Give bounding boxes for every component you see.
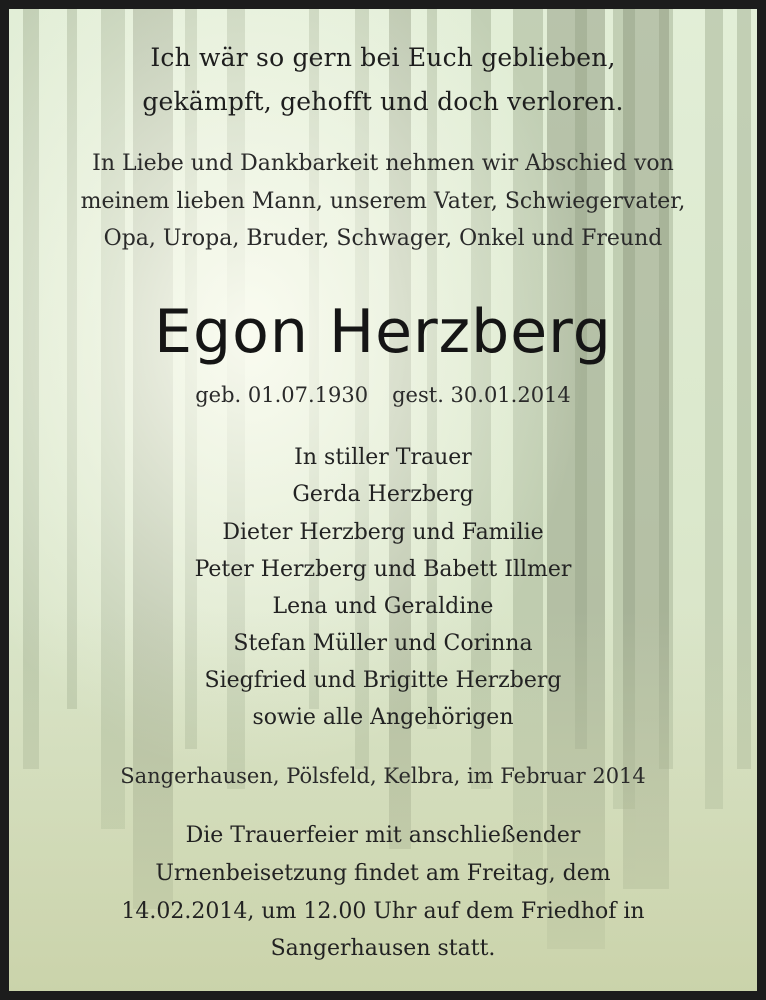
intro-line-1: In Liebe und Dankbarkeit nehmen wir Abschied von [92,151,674,176]
service-line-4: Sangerhausen statt. [270,936,496,961]
service-line-1: Die Trauerfeier mit anschließender [185,823,581,848]
mourner-name: Gerda Herzberg [292,482,474,507]
mourner-name: Stefan Müller und Corinna [233,631,533,656]
mourners-heading: In stiller Trauer [294,445,472,470]
service-line-2: Urnenbeisetzung findet am Freitag, dem [155,861,611,886]
place-and-date: Sangerhausen, Pölsfeld, Kelbra, im Februar 2014 [120,764,646,788]
deceased-name: Egon Herzberg [154,297,612,367]
intro-line-2: meinem lieben Mann, unserem Vater, Schwiegervater, [80,189,686,214]
mourner-name: sowie alle Angehörigen [252,705,514,730]
birth-date: geb. 01.07.1930 [195,383,369,407]
mourner-name: Lena und Geraldine [272,594,494,619]
mourner-name: Siegfried und Brigitte Herzberg [204,668,562,693]
life-dates [9,383,757,407]
quote-line-1: Ich wär so gern bei Euch geblieben, [150,43,616,72]
intro-line-3: Opa, Uropa, Bruder, Schwager, Onkel und Freund [103,226,663,251]
mourner-name: Dieter Herzberg und Familie [222,520,544,545]
obituary-text [9,9,757,991]
service-line-3: 14.02.2014, um 12.00 Uhr auf dem Friedhof in [121,899,645,924]
quote-line-2: gekämpft, gehofft und doch verloren. [142,87,624,116]
death-date: gest. 30.01.2014 [392,383,571,407]
mourner-name: Peter Herzberg und Babett Illmer [194,557,572,582]
